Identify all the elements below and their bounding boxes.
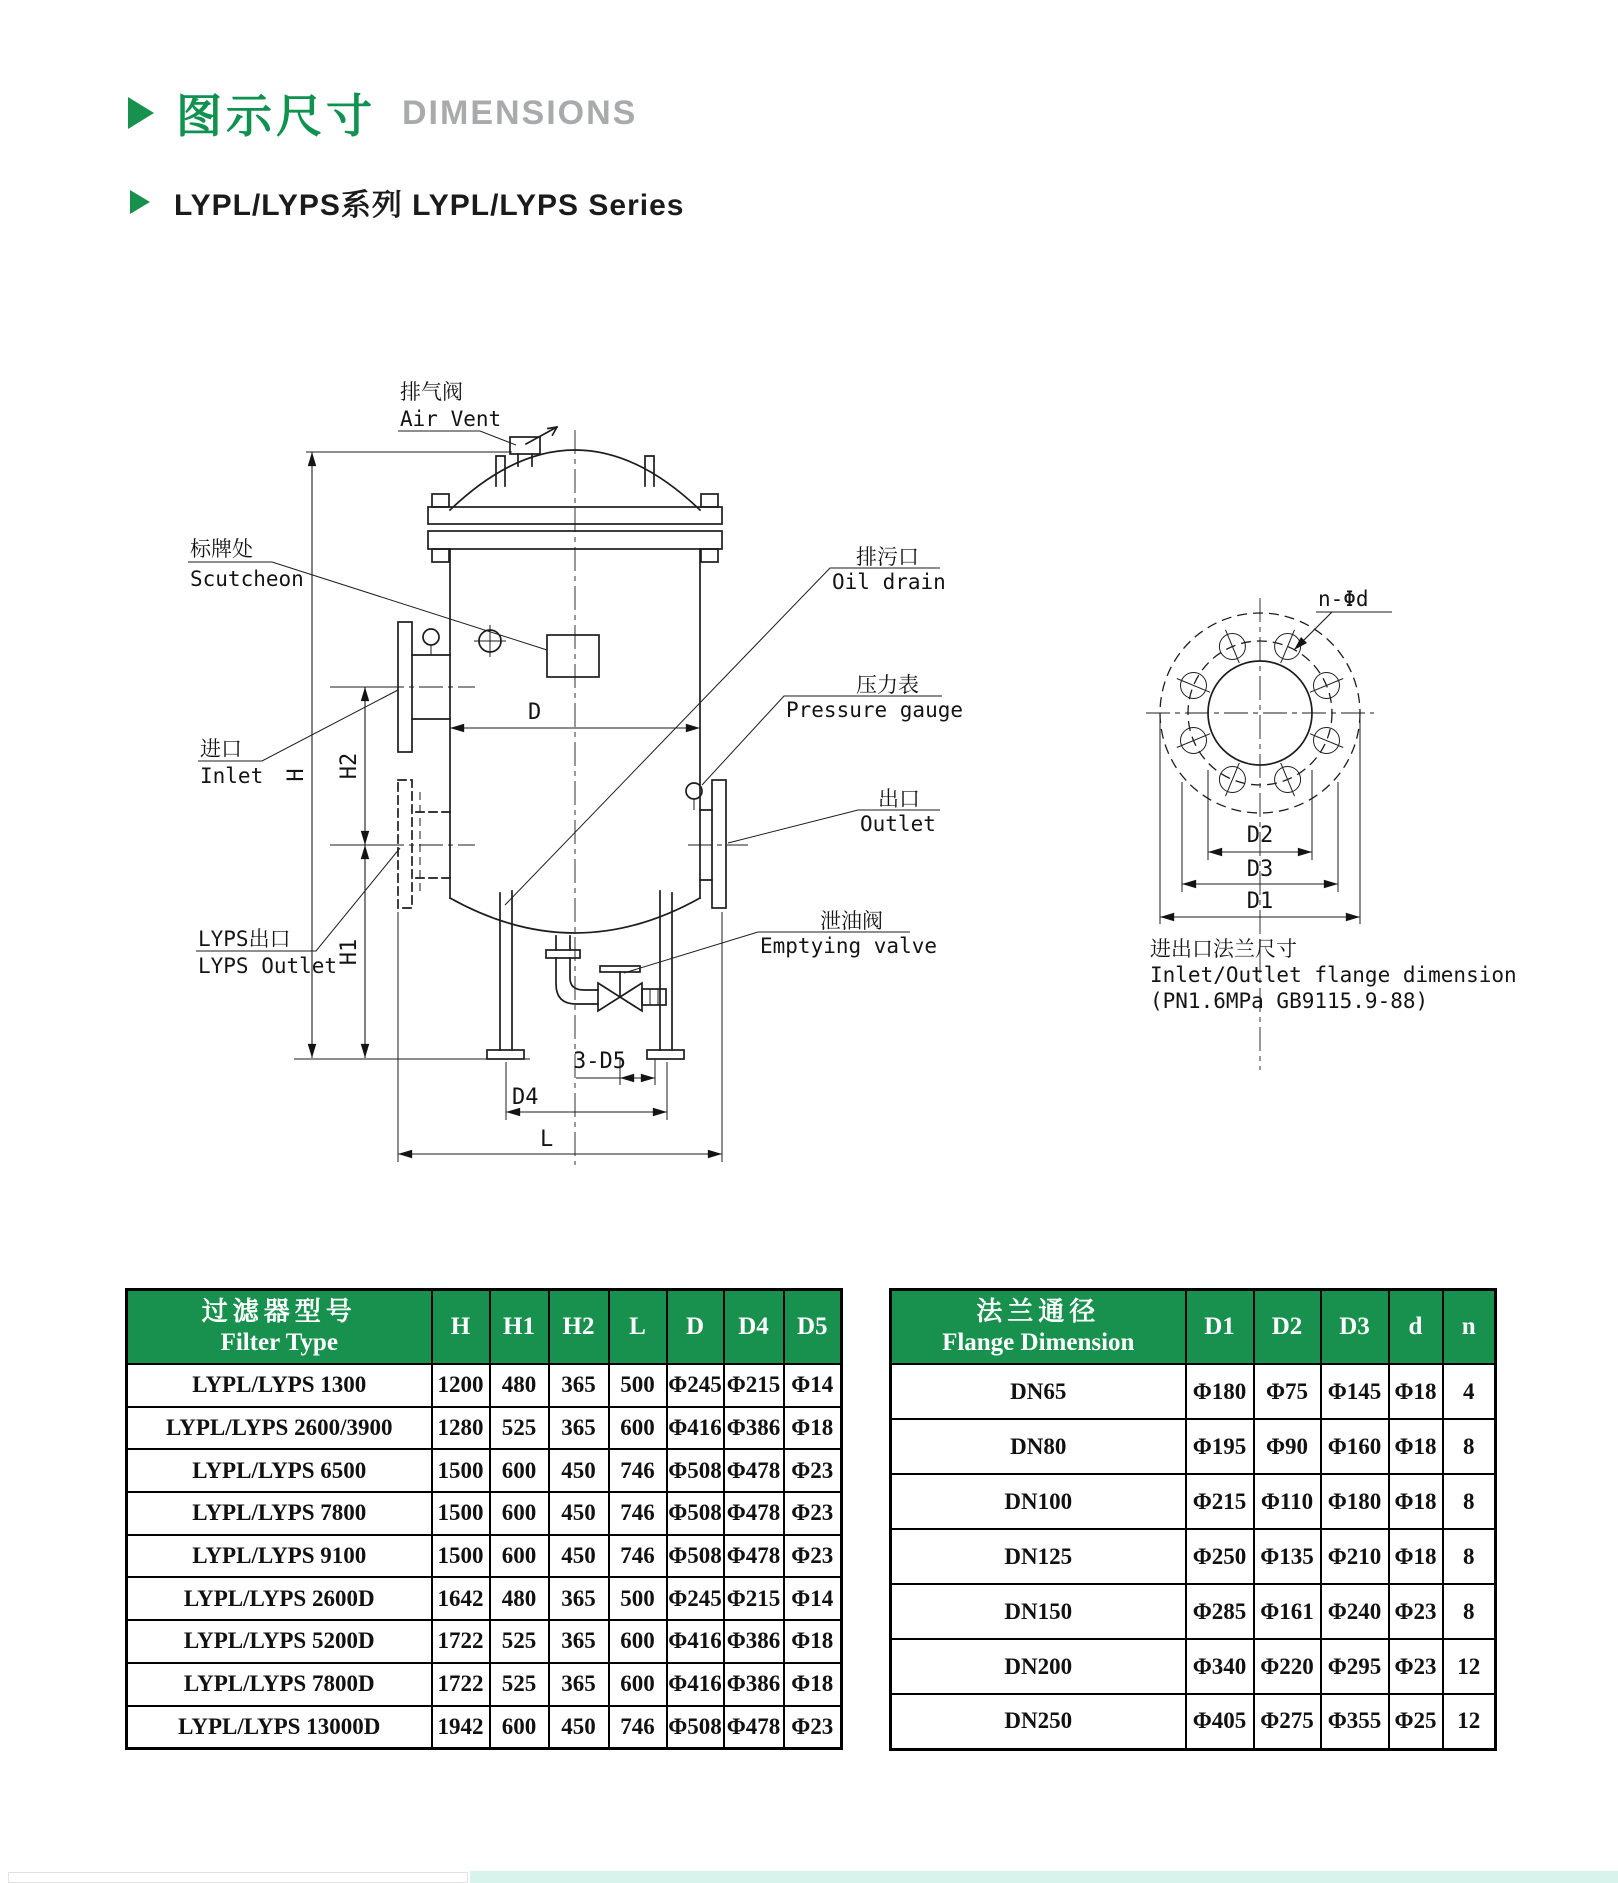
value-cell: 746 bbox=[609, 1449, 667, 1492]
value-cell: 450 bbox=[549, 1706, 609, 1749]
row-name-cell: DN65 bbox=[891, 1364, 1186, 1419]
row-name-cell: LYPL/LYPS 13000D bbox=[127, 1706, 432, 1749]
value-cell: Φ90 bbox=[1254, 1419, 1321, 1474]
value-cell: Φ18 bbox=[784, 1620, 842, 1663]
column-header: H bbox=[432, 1290, 490, 1365]
value-cell: Φ14 bbox=[784, 1364, 842, 1407]
value-cell: 746 bbox=[609, 1706, 667, 1749]
label-scutcheon-en: Scutcheon bbox=[190, 567, 304, 591]
series-title: LYPL/LYPS系列 LYPL/LYPS Series bbox=[174, 189, 685, 222]
row-name-cell: LYPL/LYPS 9100 bbox=[127, 1535, 432, 1578]
value-cell: 600 bbox=[490, 1449, 549, 1492]
value-cell: Φ508 bbox=[667, 1535, 724, 1578]
value-cell: Φ240 bbox=[1321, 1584, 1389, 1639]
label-oil-drain-cn: 排污口 bbox=[856, 545, 919, 569]
value-cell: 480 bbox=[490, 1577, 549, 1620]
value-cell: Φ478 bbox=[724, 1449, 784, 1492]
dim-H1: H1 bbox=[337, 938, 362, 966]
row-name-cell: DN125 bbox=[891, 1529, 1186, 1584]
value-cell: Φ478 bbox=[724, 1492, 784, 1535]
column-header: d bbox=[1389, 1290, 1443, 1365]
outlet-nozzle bbox=[686, 780, 748, 908]
value-cell: 8 bbox=[1443, 1474, 1496, 1529]
value-cell: 365 bbox=[549, 1620, 609, 1663]
value-cell: 450 bbox=[549, 1535, 609, 1578]
label-oil-drain-en: Oil drain bbox=[832, 570, 946, 594]
dim-H2: H2 bbox=[337, 752, 362, 780]
value-cell: Φ180 bbox=[1321, 1474, 1389, 1529]
value-cell: Φ180 bbox=[1186, 1364, 1254, 1419]
table-title-cell: 法兰通径 Flange Dimension bbox=[891, 1290, 1186, 1365]
column-header: D2 bbox=[1254, 1290, 1321, 1365]
value-cell: Φ285 bbox=[1186, 1584, 1254, 1639]
value-cell: Φ508 bbox=[667, 1449, 724, 1492]
dim-3-D5: 3-D5 bbox=[573, 1049, 626, 1074]
table-row bbox=[891, 1419, 1496, 1474]
value-cell: Φ135 bbox=[1254, 1529, 1321, 1584]
value-cell: 1500 bbox=[432, 1449, 490, 1492]
row-name-cell: LYPL/LYPS 1300 bbox=[127, 1364, 432, 1407]
value-cell: Φ23 bbox=[784, 1706, 842, 1749]
value-cell: Φ416 bbox=[667, 1620, 724, 1663]
value-cell: 8 bbox=[1443, 1419, 1496, 1474]
value-cell: 450 bbox=[549, 1449, 609, 1492]
label-air-vent-cn: 排气阀 bbox=[400, 380, 463, 404]
value-cell: Φ295 bbox=[1321, 1639, 1389, 1694]
value-cell: 365 bbox=[549, 1663, 609, 1706]
row-name-cell: DN100 bbox=[891, 1474, 1186, 1529]
column-header: H2 bbox=[549, 1290, 609, 1365]
dim-n-phi-d: n-Φd bbox=[1318, 587, 1369, 611]
column-header: D4 bbox=[724, 1290, 784, 1365]
value-cell: Φ478 bbox=[724, 1706, 784, 1749]
footer-accent-bar bbox=[470, 1871, 1618, 1883]
callout-labels bbox=[188, 380, 963, 978]
section-title-cn: 图示尺寸 bbox=[176, 90, 376, 142]
label-lyps-outlet-cn: LYPS出口 bbox=[198, 927, 291, 951]
dim-D4: D4 bbox=[512, 1085, 539, 1110]
value-cell: 365 bbox=[549, 1577, 609, 1620]
value-cell: Φ18 bbox=[784, 1407, 842, 1450]
value-cell: 1642 bbox=[432, 1577, 490, 1620]
section-header bbox=[128, 80, 637, 146]
technical-drawing bbox=[0, 280, 1618, 1290]
table-row bbox=[891, 1694, 1496, 1749]
dim-D2: D2 bbox=[1246, 823, 1274, 848]
row-name-cell: LYPL/LYPS 7800 bbox=[127, 1492, 432, 1535]
value-cell: 525 bbox=[490, 1663, 549, 1706]
scutcheon-plate bbox=[547, 635, 599, 677]
value-cell: Φ245 bbox=[667, 1577, 724, 1620]
label-pressure-gauge-cn: 压力表 bbox=[856, 673, 919, 697]
label-emptying-valve-en: Emptying valve bbox=[760, 934, 938, 958]
value-cell: 1722 bbox=[432, 1663, 490, 1706]
value-cell: 4 bbox=[1443, 1364, 1496, 1419]
value-cell: Φ355 bbox=[1321, 1694, 1389, 1749]
value-cell: Φ508 bbox=[667, 1492, 724, 1535]
value-cell: 365 bbox=[549, 1407, 609, 1450]
table-row bbox=[127, 1706, 842, 1749]
dimension-lines bbox=[284, 452, 722, 1162]
row-name-cell: LYPL/LYPS 2600/3900 bbox=[127, 1407, 432, 1450]
value-cell: 1280 bbox=[432, 1407, 490, 1450]
value-cell: 500 bbox=[609, 1364, 667, 1407]
table-row bbox=[127, 1449, 842, 1492]
column-header: H1 bbox=[490, 1290, 549, 1365]
value-cell: Φ23 bbox=[784, 1535, 842, 1578]
value-cell: Φ386 bbox=[724, 1407, 784, 1450]
flange-caption-note: (PN1.6MPa GB9115.9-88) bbox=[1150, 989, 1429, 1013]
value-cell: 600 bbox=[609, 1620, 667, 1663]
value-cell: Φ75 bbox=[1254, 1364, 1321, 1419]
value-cell: Φ18 bbox=[1389, 1474, 1443, 1529]
label-scutcheon-cn: 标牌处 bbox=[190, 537, 253, 561]
table-row bbox=[891, 1639, 1496, 1694]
dim-D1: D1 bbox=[1246, 889, 1274, 914]
table-row bbox=[891, 1529, 1496, 1584]
table-row bbox=[891, 1584, 1496, 1639]
value-cell: 600 bbox=[609, 1407, 667, 1450]
value-cell: Φ18 bbox=[1389, 1419, 1443, 1474]
column-header: D5 bbox=[784, 1290, 842, 1365]
table-title-cell: 过滤器型号 Filter Type bbox=[127, 1290, 432, 1365]
value-cell: 600 bbox=[490, 1492, 549, 1535]
vessel-outline bbox=[380, 427, 748, 1165]
row-name-cell: DN200 bbox=[891, 1639, 1186, 1694]
row-name-cell: LYPL/LYPS 2600D bbox=[127, 1577, 432, 1620]
value-cell: Φ195 bbox=[1186, 1419, 1254, 1474]
emptying-valve-assembly bbox=[546, 936, 666, 1011]
value-cell: Φ161 bbox=[1254, 1584, 1321, 1639]
table-row bbox=[127, 1364, 842, 1407]
value-cell: Φ220 bbox=[1254, 1639, 1321, 1694]
value-cell: Φ250 bbox=[1186, 1529, 1254, 1584]
value-cell: 746 bbox=[609, 1492, 667, 1535]
label-air-vent-en: Air Vent bbox=[400, 407, 502, 431]
value-cell: 600 bbox=[609, 1663, 667, 1706]
row-name-cell: DN80 bbox=[891, 1419, 1186, 1474]
value-cell: 365 bbox=[549, 1364, 609, 1407]
value-cell: Φ23 bbox=[1389, 1584, 1443, 1639]
table-row bbox=[127, 1620, 842, 1663]
value-cell: Φ215 bbox=[724, 1364, 784, 1407]
table-row bbox=[127, 1663, 842, 1706]
value-cell: Φ275 bbox=[1254, 1694, 1321, 1749]
value-cell: 1942 bbox=[432, 1706, 490, 1749]
column-header: D3 bbox=[1321, 1290, 1389, 1365]
label-emptying-valve-cn: 泄油阀 bbox=[820, 909, 883, 933]
value-cell: 8 bbox=[1443, 1529, 1496, 1584]
value-cell: Φ14 bbox=[784, 1577, 842, 1620]
value-cell: Φ145 bbox=[1321, 1364, 1389, 1419]
value-cell: Φ508 bbox=[667, 1706, 724, 1749]
value-cell: Φ405 bbox=[1186, 1694, 1254, 1749]
value-cell: 525 bbox=[490, 1620, 549, 1663]
value-cell: Φ340 bbox=[1186, 1639, 1254, 1694]
value-cell: Φ23 bbox=[784, 1449, 842, 1492]
value-cell: 600 bbox=[490, 1535, 549, 1578]
value-cell: 480 bbox=[490, 1364, 549, 1407]
flange-caption-cn: 进出口法兰尺寸 bbox=[1150, 937, 1297, 961]
value-cell: 525 bbox=[490, 1407, 549, 1450]
table-row bbox=[127, 1407, 842, 1450]
label-lyps-outlet-en: LYPS Outlet bbox=[198, 954, 338, 978]
value-cell: Φ386 bbox=[724, 1663, 784, 1706]
inlet-nozzle bbox=[380, 622, 475, 752]
value-cell: 1500 bbox=[432, 1492, 490, 1535]
table-row bbox=[127, 1535, 842, 1578]
footer-rule bbox=[8, 1872, 468, 1883]
value-cell: Φ416 bbox=[667, 1663, 724, 1706]
row-name-cell: DN250 bbox=[891, 1694, 1186, 1749]
label-inlet-cn: 进口 bbox=[200, 737, 242, 761]
value-cell: Φ245 bbox=[667, 1364, 724, 1407]
value-cell: Φ210 bbox=[1321, 1529, 1389, 1584]
value-cell: 500 bbox=[609, 1577, 667, 1620]
flange-caption-en: Inlet/Outlet flange dimension bbox=[1150, 963, 1517, 987]
value-cell: Φ215 bbox=[1186, 1474, 1254, 1529]
value-cell: Φ478 bbox=[724, 1535, 784, 1578]
value-cell: 450 bbox=[549, 1492, 609, 1535]
filter-type-table bbox=[125, 1288, 843, 1750]
value-cell: 8 bbox=[1443, 1584, 1496, 1639]
value-cell: 1500 bbox=[432, 1535, 490, 1578]
value-cell: Φ160 bbox=[1321, 1419, 1389, 1474]
value-cell: Φ23 bbox=[1389, 1639, 1443, 1694]
label-pressure-gauge-en: Pressure gauge bbox=[786, 698, 964, 722]
row-name-cell: LYPL/LYPS 5200D bbox=[127, 1620, 432, 1663]
table-row bbox=[127, 1492, 842, 1535]
column-header: L bbox=[609, 1290, 667, 1365]
lyps-outlet-nozzle bbox=[380, 780, 475, 908]
dim-H: H bbox=[284, 768, 309, 782]
row-name-cell: LYPL/LYPS 7800D bbox=[127, 1663, 432, 1706]
value-cell: Φ18 bbox=[1389, 1364, 1443, 1419]
value-cell: Φ215 bbox=[724, 1577, 784, 1620]
dim-D3: D3 bbox=[1246, 857, 1274, 882]
value-cell: Φ25 bbox=[1389, 1694, 1443, 1749]
value-cell: Φ18 bbox=[784, 1663, 842, 1706]
table-row bbox=[891, 1364, 1496, 1419]
value-cell: Φ416 bbox=[667, 1407, 724, 1450]
row-name-cell: LYPL/LYPS 6500 bbox=[127, 1449, 432, 1492]
label-inlet-en: Inlet bbox=[200, 764, 264, 788]
value-cell: Φ110 bbox=[1254, 1474, 1321, 1529]
table-row bbox=[127, 1577, 842, 1620]
dim-L: L bbox=[540, 1127, 554, 1152]
value-cell: Φ18 bbox=[1389, 1529, 1443, 1584]
value-cell: 12 bbox=[1443, 1694, 1496, 1749]
flange-dimension-table bbox=[889, 1288, 1497, 1751]
value-cell: 12 bbox=[1443, 1639, 1496, 1694]
section-title-en: DIMENSIONS bbox=[402, 93, 638, 132]
label-outlet-cn: 出口 bbox=[878, 787, 920, 811]
value-cell: 600 bbox=[490, 1706, 549, 1749]
value-cell: 746 bbox=[609, 1535, 667, 1578]
column-header: D1 bbox=[1186, 1290, 1254, 1365]
flange-detail-view bbox=[1146, 587, 1517, 1070]
table-row bbox=[891, 1474, 1496, 1529]
value-cell: Φ386 bbox=[724, 1620, 784, 1663]
series-arrow-icon bbox=[130, 190, 150, 214]
column-header: n bbox=[1443, 1290, 1496, 1365]
value-cell: 1722 bbox=[432, 1620, 490, 1663]
column-header: D bbox=[667, 1290, 724, 1365]
series-header bbox=[130, 180, 684, 224]
dim-D: D bbox=[528, 700, 542, 725]
row-name-cell: DN150 bbox=[891, 1584, 1186, 1639]
section-arrow-icon bbox=[128, 97, 154, 129]
value-cell: Φ23 bbox=[784, 1492, 842, 1535]
label-outlet-en: Outlet bbox=[860, 812, 936, 836]
value-cell: 1200 bbox=[432, 1364, 490, 1407]
